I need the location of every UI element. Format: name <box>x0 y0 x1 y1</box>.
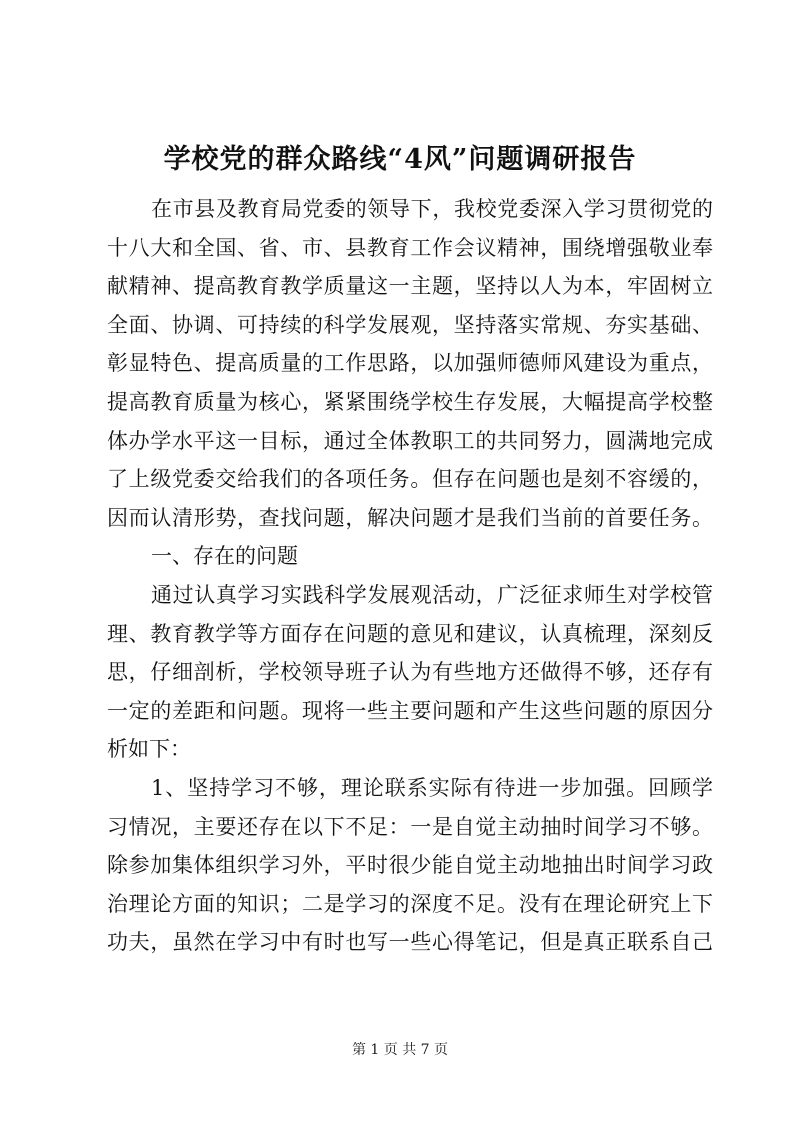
body-line: 一定的差距和问题。现将一些主要问题和产生这些问题的原因分 <box>107 698 713 723</box>
body-line: 体办学水平这一目标，通过全体教职工的共同努力，圆满地完成 <box>107 428 713 453</box>
body-line: 十八大和全国、省、市、县教育工作会议精神，围绕增强敬业奉 <box>107 235 713 260</box>
body-line: 全面、协调、可持续的科学发展观，坚持落实常规、夯实基础、 <box>107 312 713 337</box>
document-title: 学校党的群众路线“4风”问题调研报告 <box>163 144 637 175</box>
body-line: 析如下： <box>107 737 191 762</box>
body-line: 习情况，主要还存在以下不足：一是自觉主动抽时间学习不够。 <box>107 814 713 839</box>
body-line: 治理论方面的知识；二是学习的深度不足。没有在理论研究上下 <box>107 891 713 916</box>
document-body <box>107 190 713 962</box>
body-line: 除参加集体组织学习外，平时很少能自觉主动地抽出时间学习政 <box>107 853 713 878</box>
body-line: 了上级党委交给我们的各项任务。但存在问题也是刻不容缓的， <box>107 467 713 492</box>
body-line: 理、教育教学等方面存在问题的意见和建议，认真梳理，深刻反 <box>107 621 713 646</box>
body-line: 通过认真学习实践科学发展观活动，广泛征求师生对学校管 <box>151 582 713 607</box>
body-line: 功夫，虽然在学习中有时也写一些心得笔记，但是真正联系自己 <box>107 930 713 955</box>
body-line: 在市县及教育局党委的领导下，我校党委深入学习贯彻党的 <box>151 197 713 221</box>
body-line: 因而认清形势，查找问题，解决问题才是我们当前的首要任务。 <box>107 505 713 530</box>
page-number: 第 1 页 共 7 页 <box>351 1042 449 1058</box>
body-line: 献精神、提高教育教学质量这一主题，坚持以人为本，牢固树立 <box>107 274 713 299</box>
body-line: 思，仔细剖析，学校领导班子认为有些地方还做得不够，还存有 <box>107 660 713 685</box>
body-line: 提高教育质量为核心，紧紧围绕学校生存发展，大幅提高学校整 <box>107 389 713 414</box>
body-line: 彰显特色、提高质量的工作思路，以加强师德师风建设为重点， <box>107 351 713 376</box>
body-line: 1、坚持学习不够，理论联系实际有待进一步加强。回顾学 <box>151 775 713 800</box>
section-heading: 一、存在的问题 <box>151 544 298 569</box>
